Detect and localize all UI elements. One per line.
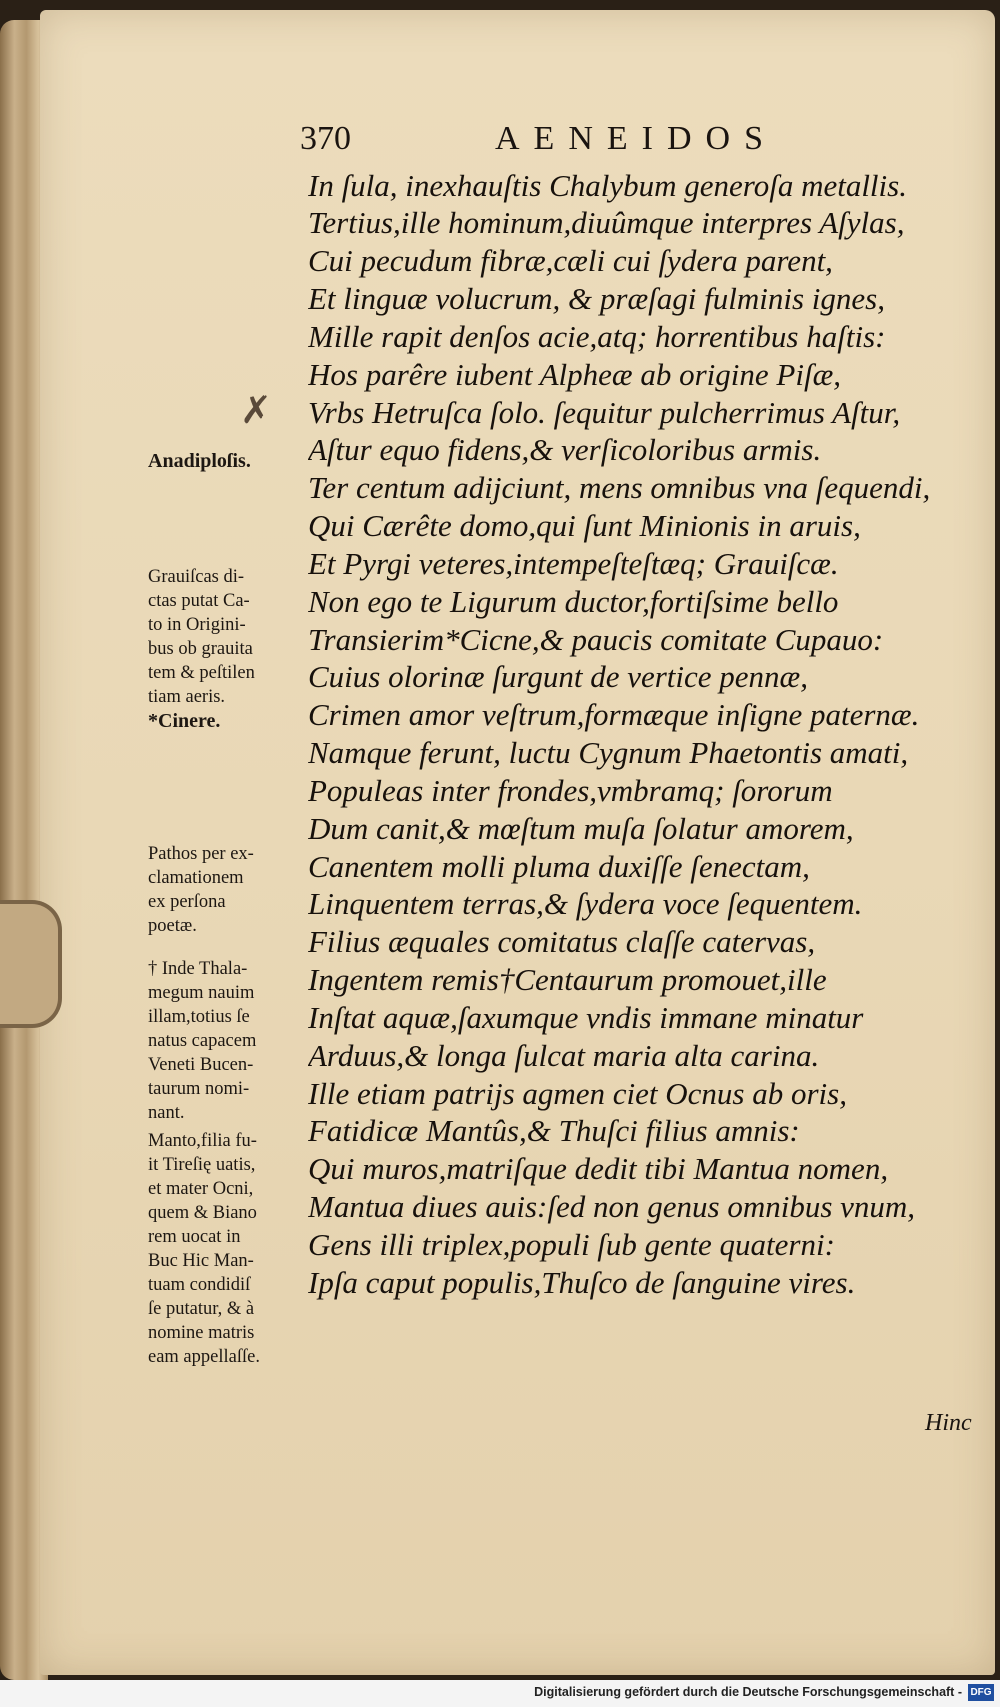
- verse-line: Qui Cærête domo,qui ſunt Minionis in aruis,: [308, 508, 861, 543]
- verse-line: Dum canit,& mœſtum muſa ſolatur amorem,: [308, 811, 854, 846]
- gloss-line: eam appellaſſe.: [148, 1347, 260, 1367]
- verse-line: In ſula, inexhauſtis Chalybum generoſa metallis.: [308, 168, 907, 203]
- verse-line: Namque ferunt, luctu Cygnum Phaetontis amati,: [308, 735, 909, 770]
- verse-line: Vrbs Hetruſca ſolo. ſequitur pulcherrimus Aſtur,: [308, 395, 901, 430]
- verse-line: Ingentem remis†Centaurum promouet,ille: [308, 962, 827, 997]
- book-clasp: [0, 900, 62, 1028]
- gloss-line: clamationem: [148, 868, 244, 888]
- gloss-line: to in Origini-: [148, 615, 246, 635]
- gloss-line: megum nauim: [148, 983, 255, 1003]
- gloss-line: it Tireſię uatis,: [148, 1155, 256, 1175]
- verse-line: Inſtat aquæ,ſaxumque vndis immane minatur: [308, 1000, 864, 1035]
- verse-line: Crimen amor veſtrum,formæque inſigne paternæ.: [308, 697, 920, 732]
- handwritten-x-mark: ✗: [240, 388, 272, 432]
- verse-line: Mille rapit denſos acie,atq; horrentibus haſtis:: [308, 319, 886, 354]
- gloss-line: poetæ.: [148, 916, 197, 936]
- verse-line: Tertius,ille hominum,diuûmque interpres Aſylas,: [308, 205, 905, 240]
- footer-credit: Digitalisierung gefördert durch die Deutsche Forschungsgemeinschaft -: [534, 1685, 962, 1699]
- gloss-line: Pathos per ex-: [148, 844, 254, 864]
- gloss-line: quem & Biano: [148, 1203, 257, 1223]
- verse-line: Hos parêre iubent Alpheæ ab origine Piſæ,: [308, 357, 841, 392]
- gloss-line: natus capacem: [148, 1031, 257, 1051]
- catchword: Hinc: [925, 1410, 972, 1436]
- verse-line: Canentem molli pluma duxiſſe ſenectam,: [308, 849, 810, 884]
- gloss-line: nomine matris: [148, 1323, 255, 1343]
- verse-line: Et Pyrgi veteres,intempeſteſtæq; Grauiſcæ.: [308, 546, 839, 581]
- verse-line: Arduus,& longa ſulcat maria alta carina.: [308, 1038, 820, 1073]
- gloss-line: tuam condidiſ: [148, 1275, 251, 1295]
- verse-line: Cui pecudum fibræ,cæli cui ſydera parent,: [308, 243, 833, 278]
- gloss-line: tiam aeris.: [148, 687, 226, 707]
- gloss-line: Veneti Bucen-: [148, 1055, 254, 1075]
- verse-line: Aſtur equo fidens,& verſicoloribus armis.: [308, 432, 822, 467]
- gloss-line: bus ob grauita: [148, 639, 253, 659]
- gloss-line: Buc Hic Man-: [148, 1251, 254, 1271]
- footer-bar: [0, 1680, 1000, 1707]
- dfg-logo[interactable]: DFG: [968, 1684, 994, 1701]
- gloss-line: Grauiſcas di-: [148, 567, 245, 587]
- running-title: AENEIDOS: [495, 120, 777, 157]
- gloss-line: rem uocat in: [148, 1227, 241, 1247]
- gloss-line: ex perſona: [148, 892, 226, 912]
- gloss-line: et mater Ocni,: [148, 1179, 254, 1199]
- gloss-line: tem & peſtilen: [148, 663, 255, 683]
- gloss-line: nant.: [148, 1103, 185, 1123]
- verse-line: Cuius olorinæ ſurgunt de vertice pennæ,: [308, 659, 808, 694]
- verse-line: Non ego te Ligurum ductor,fortiſsime bello: [308, 584, 839, 619]
- verse-line: Fatidicæ Mantûs,& Thuſci filius amnis:: [308, 1113, 800, 1148]
- gloss-line: ctas putat Ca-: [148, 591, 250, 611]
- verse-line: Linquentem terras,& ſydera voce ſequentem.: [308, 886, 863, 921]
- verse-line: Transierim*Cicne,& paucis comitate Cupauo:: [308, 622, 884, 657]
- verse-line: Mantua diues auis:ſed non genus omnibus vnum,: [308, 1189, 916, 1224]
- gloss-line: illam,totius ſe: [148, 1007, 250, 1027]
- verse-line: Ille etiam patrijs agmen ciet Ocnus ab oris,: [308, 1076, 847, 1111]
- verse-line: Ipſa caput populis,Thuſco de ſanguine vires.: [308, 1265, 856, 1300]
- verse-line: Et linguæ volucrum, & præſagi fulminis ignes,: [308, 281, 885, 316]
- gloss-line: † Inde Thala-: [148, 959, 248, 979]
- page-header: [300, 120, 860, 170]
- verse-line: Gens illi triplex,populi ſub gente quaterni:: [308, 1227, 835, 1262]
- gloss-line: ſe putatur, & à: [148, 1299, 255, 1319]
- verse-line: Populeas inter frondes,vmbramq; ſororum: [308, 773, 833, 808]
- gloss-line: Manto,filia fu-: [148, 1131, 257, 1151]
- verse-line: Ter centum adijciunt, mens omnibus vna ſequendi,: [308, 470, 931, 505]
- page-number: 370: [300, 120, 351, 157]
- gloss-line: taurum nomi-: [148, 1079, 250, 1099]
- verse-line: Filius æquales comitatus claſſe catervas,: [308, 924, 816, 959]
- gloss-anadiplosis: Anadiploſis.: [148, 450, 251, 472]
- gloss-cinere: *Cinere.: [148, 710, 221, 732]
- verse-line: Qui muros,matriſque dedit tibi Mantua nomen,: [308, 1151, 889, 1186]
